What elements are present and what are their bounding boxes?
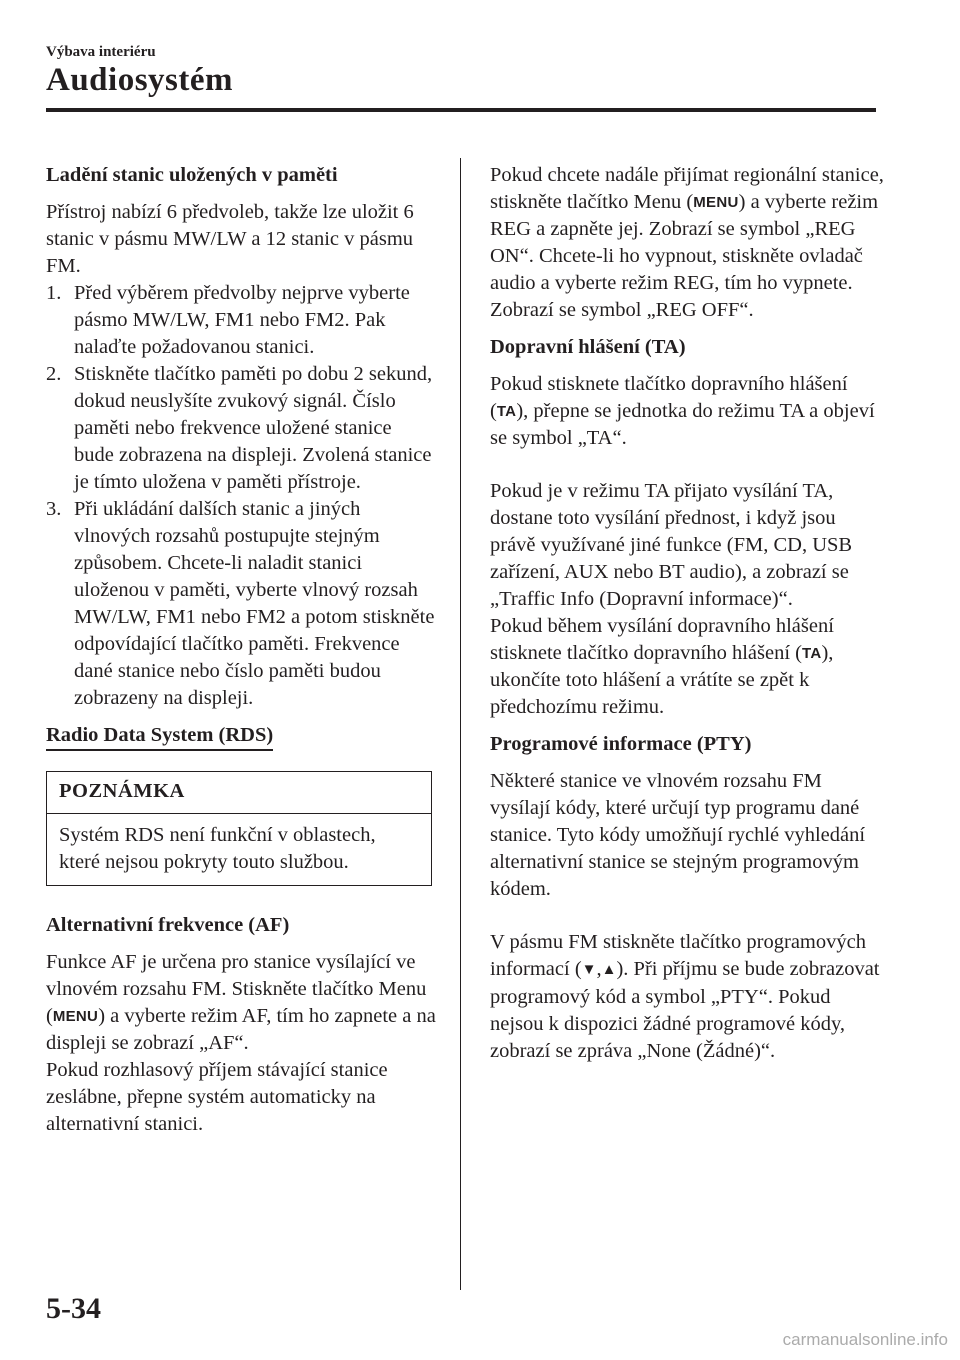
paragraph-presets: Přístroj nabízí 6 předvoleb, takže lze uložit 6 stanic v pásmu MW/LW a 12 stanic v pásmu FM. — [46, 201, 414, 277]
ta-button-icon: TA — [801, 645, 822, 662]
text-span: Funkce AF je určena pro stanice vysílající ve vlnovém rozsahu FM. Stiskněte tlačítko Menu ( — [46, 951, 427, 1027]
text-span: , — [596, 958, 602, 980]
paragraph-ta-1 — [490, 371, 885, 452]
heading-memory-tuning: Ladění stanic uložených v paměti — [46, 164, 338, 186]
menu-button-icon: MENU — [52, 1008, 99, 1025]
menu-button-icon: MENU — [693, 194, 739, 211]
heading-pty: Programové informace (PTY) — [490, 733, 752, 755]
triangle-up-icon: ▲ — [601, 962, 617, 978]
page-number: 5-34 — [46, 1292, 101, 1325]
rds-heading-wrap — [46, 722, 436, 751]
text-span: Pokud stisknete tlačítko dopravního hlášení ( — [490, 373, 848, 422]
header-rule — [46, 108, 876, 112]
list-item — [46, 496, 436, 712]
step-text: Při ukládání dalších stanic a jiných vlnových rozsahů postupujte stejným způsobem. Chcete-li naladit stanici uloženou v paměti, vyberte vlnový rozsah MW/LW, FM1 nebo FM2 a potom stiskněte odpovídající tlačítko paměti. Frekvence dané stanice nebo číslo paměti budou zobrazeny na displeji. — [74, 498, 435, 709]
note-text: Systém RDS není funkční v oblastech, které nejsou pokryty touto službou. — [59, 824, 376, 873]
step-text: Před výběrem předvolby nejprve vyberte pásmo MW/LW, FM1 nebo FM2. Pak nalaďte požadovanou stanici. — [74, 282, 410, 358]
list-item — [46, 361, 436, 496]
paragraph-af-2: Pokud rozhlasový příjem stávající stanice zeslábne, přepne systém automaticky na alternativní stanici. — [46, 1059, 388, 1135]
text-span: ) a vyberte režim AF, tím ho zapnete a na displeji se zobrazí „AF“. — [46, 1005, 436, 1054]
right-column — [490, 162, 885, 1065]
text-span: ) a vyberte režim REG a zapněte jej. Zobrazí se symbol „REG ON“. Chcete-li ho vypnout, stiskněte ovladač audio a vyberte režim REG, tím ho vypnete. Zobrazí se symbol „REG OFF“. — [490, 191, 879, 321]
column-divider — [460, 158, 461, 1290]
triangle-down-icon: ▼ — [581, 962, 597, 978]
left-column — [46, 162, 436, 1138]
text-span: V pásmu FM stiskněte tlačítko programových informací ( — [490, 931, 866, 980]
text-span: ), ukončíte toto hlášení a vrátíte se zpět k předchozímu režimu. — [490, 642, 834, 718]
paragraph-pty-1: Některé stanice ve vlnovém rozsahu FM vysílají kódy, které určují typ programu dané stanice. Tyto kódy umožňují rychlé vyhledání alternativní stanice se stejným programovým kódem. — [490, 770, 866, 900]
watermark: carmanualsonline.info — [782, 1330, 948, 1349]
paragraph-pty-2 — [490, 929, 885, 1065]
step-text: Stiskněte tlačítko paměti po dobu 2 sekund, dokud neuslyšíte zvukový signál. Číslo paměti nebo frekvence uložené stanice bude zobrazena na displeji. Zvolená stanice je tímto uložena v paměti přístroje. — [74, 363, 433, 493]
ta-button-icon: TA — [496, 403, 517, 420]
chapter-title: Audiosystém — [46, 62, 234, 98]
paragraph-af-1 — [46, 949, 436, 1057]
paragraph-ta-2: Pokud je v režimu TA přijato vysílání TA, dostane toto vysílání přednost, i když jsou právě využívané jiné funkce (FM, CD, USB zařízení, AUX nebo BT audio), a zobrazí se „Traffic Info (Dopravní informace)“. — [490, 480, 853, 610]
section-label: Výbava interiéru — [46, 44, 156, 60]
text-span: Pokud během vysílání dopravního hlášení stisknete tlačítko dopravního hlášení ( — [490, 615, 834, 664]
paragraph-reg — [490, 162, 885, 324]
heading-rds: Radio Data System (RDS) — [46, 723, 273, 751]
heading-ta: Dopravní hlášení (TA) — [490, 336, 686, 358]
text-span: Pokud chcete nadále přijímat regionální stanice, stiskněte tlačítko Menu ( — [490, 164, 884, 213]
memory-steps-list — [46, 280, 436, 712]
step-number: 3. — [46, 498, 62, 520]
note-box — [46, 771, 432, 886]
text-span: ). Při příjmu se bude zobrazovat programový kód a symbol „PTY“. Pokud nejsou k dispozici žádné programové kódy, zobrazí se zpráva „None (Žádné)“. — [490, 958, 880, 1062]
text-span: ), přepne se jednotka do režimu TA a objeví se symbol „TA“. — [490, 400, 875, 449]
list-item — [46, 280, 436, 361]
step-number: 1. — [46, 282, 62, 304]
note-label: POZNÁMKA — [47, 772, 431, 814]
step-number: 2. — [46, 363, 62, 385]
paragraph-ta-3 — [490, 613, 885, 721]
heading-af: Alternativní frekvence (AF) — [46, 914, 290, 936]
